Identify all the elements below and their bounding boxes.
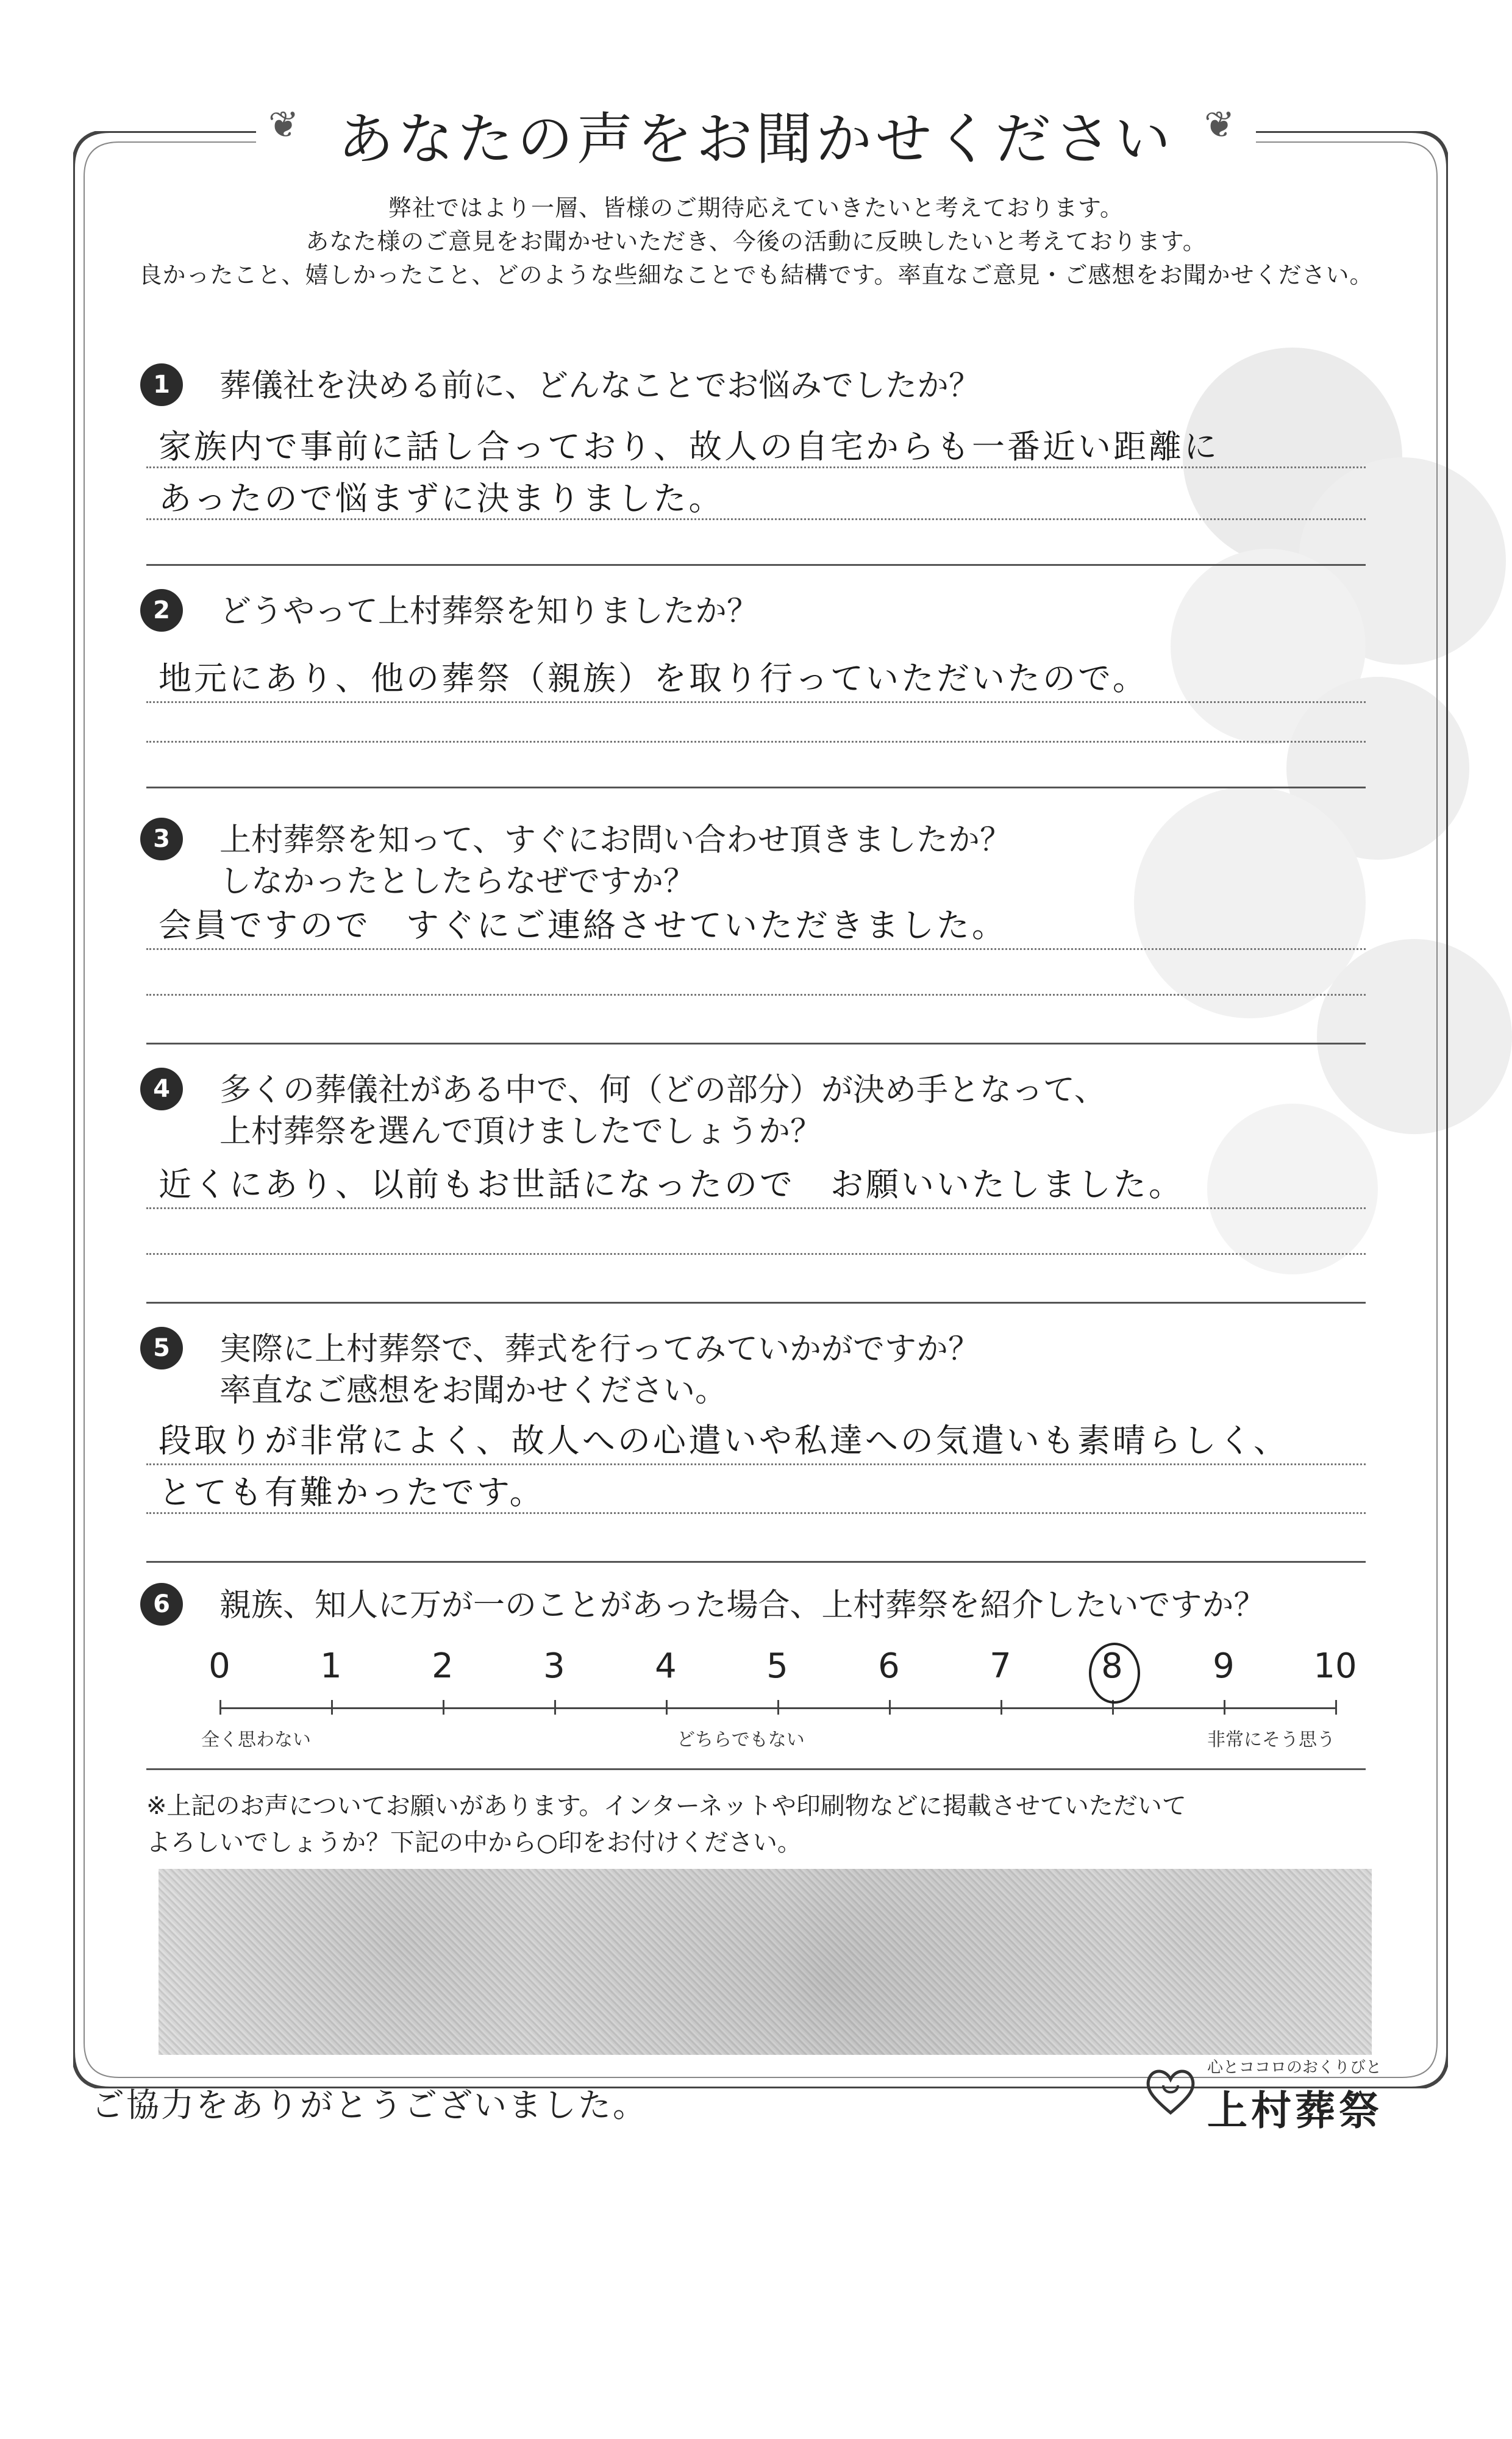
answer-text: 段取りが非常によく、故人への心遣いや私達への気遣いも素晴らしく、 — [159, 1421, 1289, 1460]
section-divider — [146, 787, 1366, 788]
rating-scale — [201, 1646, 1360, 1751]
scale-tick-label[interactable]: 9 — [1213, 1646, 1235, 1686]
heart-logo-icon — [1140, 2061, 1201, 2122]
section-divider — [146, 1768, 1366, 1770]
scale-tick-label[interactable]: 4 — [655, 1646, 677, 1686]
question-text: 親族、知人に万が一のことがあった場合、上村葬祭を紹介したいですか？ — [219, 1587, 1266, 1624]
scale-tick-label[interactable]: 2 — [432, 1646, 454, 1686]
scale-label-mid: どちらでもない — [677, 1729, 805, 1751]
section-divider — [146, 1302, 1366, 1304]
scale-tick — [443, 1700, 444, 1715]
intro-line: 良かったこと、嬉しかったこと、どのような些細なことでも結構です。率直なご意見・ご感想をお聞かせください。 — [138, 262, 1374, 288]
intro-line: 弊社ではより一層、皆様のご期待応えていきたいと考えております。 — [388, 195, 1124, 221]
answer-rule — [146, 701, 1366, 703]
question-text: 実際に上村葬祭で、葬式を行ってみていかがですか？ — [219, 1331, 980, 1368]
scale-tick — [1224, 1700, 1225, 1715]
answer-rule — [146, 518, 1366, 520]
answer-text: 家族内で事前に話し合っており、故人の自宅からも一番近い距離に — [159, 427, 1219, 466]
section-divider — [146, 1043, 1366, 1045]
answer-rule — [146, 741, 1366, 743]
answer-rule — [146, 1463, 1366, 1465]
scale-tick — [1000, 1700, 1002, 1715]
scale-tick — [777, 1700, 779, 1715]
question-number: 3 — [140, 818, 183, 860]
answer-rule — [146, 1253, 1366, 1255]
answer-rule — [146, 994, 1366, 996]
scale-tick — [331, 1700, 333, 1715]
answer-text: 会員ですので すぐにご連絡させていただきました。 — [159, 906, 1007, 945]
redacted-area — [159, 1869, 1372, 2055]
intro-line: あなた様のご意見をお聞かせいただき、今後の活動に反映したいと考えております。 — [305, 228, 1207, 255]
question-text: 上村葬祭を選んで頂けましたでしょうか？ — [219, 1113, 822, 1150]
scale-tick-label[interactable]: 6 — [878, 1646, 900, 1686]
question-number: 5 — [140, 1327, 183, 1369]
question-number: 1 — [140, 363, 183, 406]
answer-rule — [146, 1512, 1366, 1514]
title-ornament-right: ❦ — [1204, 104, 1235, 146]
answer-text: とても有難かったです。 — [159, 1473, 545, 1512]
answer-rule — [146, 466, 1366, 468]
answer-text: 近くにあり、以前もお世話になったので お願いいたしました。 — [159, 1165, 1184, 1204]
question-number: 2 — [140, 589, 183, 632]
scale-label-high: 非常にそう思う — [1207, 1729, 1335, 1751]
question-number: 4 — [140, 1068, 183, 1110]
scale-tick-label[interactable]: 1 — [320, 1646, 342, 1686]
publication-note: ※上記のお声についてお願いがあります。インターネットや印刷物などに掲載させていただいて — [146, 1792, 1186, 1820]
scale-label-low: 全く思わない — [201, 1729, 311, 1751]
form-title: あなたの声をお聞かせください — [337, 107, 1174, 172]
section-divider — [146, 564, 1366, 566]
scale-tick-label[interactable]: 8 — [1082, 1646, 1143, 1686]
question-text: 葬儀社を決める前に、どんなことでお悩みでしたか？ — [219, 368, 981, 404]
logo-tagline: 心とココロのおくりびと — [1207, 2059, 1382, 2077]
question-text: 率直なご感想をお聞かせください。 — [219, 1373, 727, 1409]
scale-tick — [554, 1700, 556, 1715]
answer-rule — [146, 1207, 1366, 1209]
logo-name: 上村葬祭 — [1207, 2087, 1383, 2134]
answer-text: 地元にあり、他の葬祭（親族）を取り行っていただいたので。 — [159, 659, 1148, 698]
scale-tick-label[interactable]: 7 — [990, 1646, 1011, 1686]
company-logo — [1140, 2055, 1433, 2134]
question-text: どうやって上村葬祭を知りましたか？ — [219, 593, 759, 630]
publication-note: よろしいでしょうか？下記の中から○印をお付けください。 — [146, 1829, 802, 1857]
scale-tick — [889, 1700, 891, 1715]
answer-text: あったので悩まずに決まりました。 — [159, 479, 724, 518]
section-divider — [146, 1561, 1366, 1563]
question-text: 上村葬祭を知って、すぐにお問い合わせ頂きましたか？ — [219, 822, 1011, 859]
thank-you-message: ご協力をありがとうございました。 — [91, 2086, 647, 2124]
answer-rule — [146, 948, 1366, 950]
scale-tick — [1335, 1700, 1337, 1715]
title-ornament-left: ❦ — [268, 104, 299, 146]
scale-tick — [666, 1700, 668, 1715]
question-text: しなかったとしたらなぜですか？ — [219, 863, 696, 900]
question-text: 多くの葬儀社がある中で、何（どの部分）が決め手となって、 — [219, 1072, 1106, 1109]
scale-tick-label[interactable]: 3 — [543, 1646, 565, 1686]
question-number: 6 — [140, 1583, 183, 1626]
scale-tick-label[interactable]: 5 — [766, 1646, 788, 1686]
scale-tick — [219, 1700, 221, 1715]
scale-tick-label[interactable]: 10 — [1313, 1646, 1357, 1686]
scale-tick-label[interactable]: 0 — [209, 1646, 230, 1686]
